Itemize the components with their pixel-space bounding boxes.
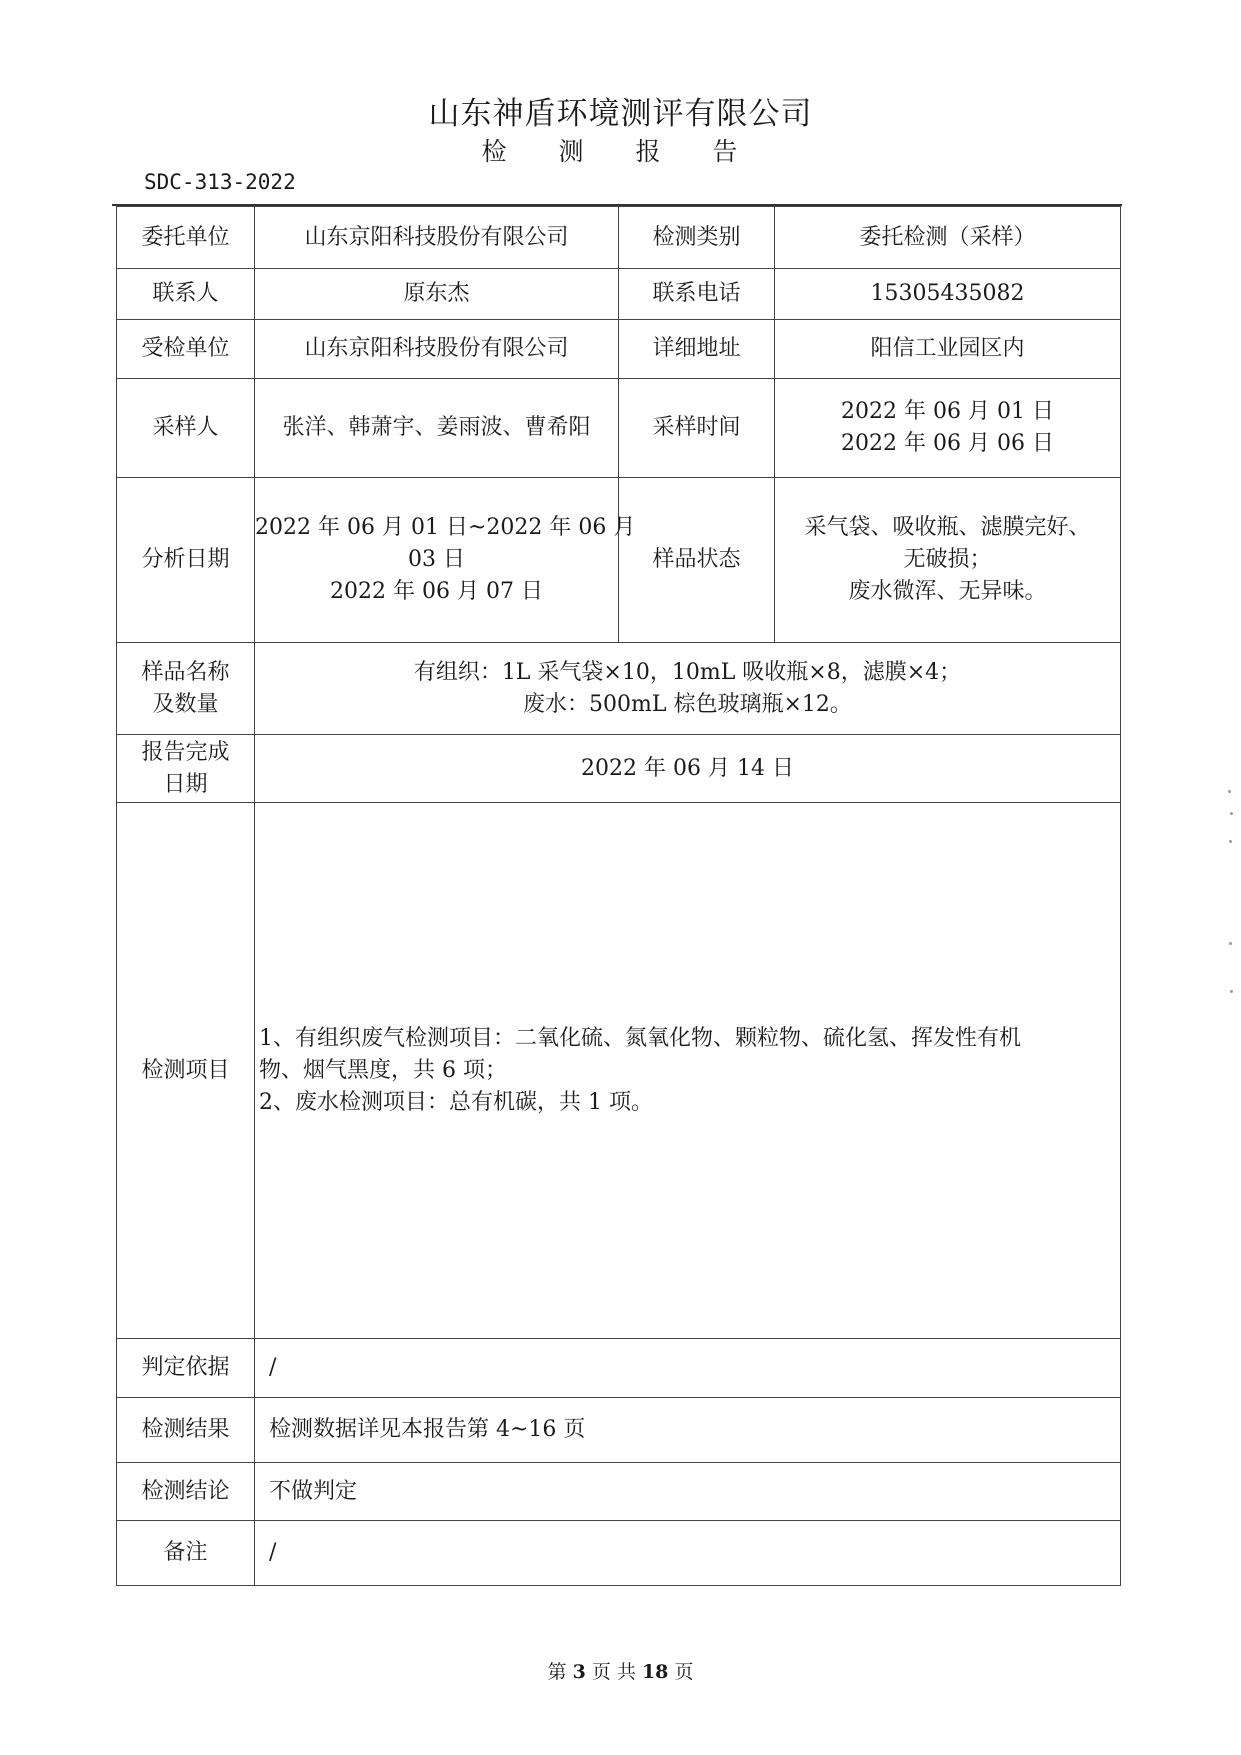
contact-value: 原东杰 (255, 269, 619, 320)
inspected-unit-value: 山东京阳科技股份有限公司 (255, 320, 619, 379)
page-footer (0, 1657, 1241, 1684)
sample-state-line: 废水微浑、无异味。 (848, 579, 1047, 604)
phone-label: 联系电话 (619, 269, 775, 320)
sample-state-line: 无破损； (903, 547, 992, 572)
table-row (117, 207, 1121, 269)
sample-name-line: 有组织：1L 采气袋×10，10mL 吸收瓶×8，滤膜×4； (413, 659, 962, 685)
report-date-label-line: 日期 (163, 771, 208, 797)
table-row (117, 643, 1121, 735)
sample-name-label-line: 及数量 (152, 691, 219, 717)
test-items-value (255, 803, 1121, 1339)
analysis-date-label: 分析日期 (117, 478, 255, 643)
test-items-line: 物、烟气黑度，共 6 项； (259, 1057, 507, 1083)
address-label: 详细地址 (619, 320, 775, 379)
address-value: 阳信工业园区内 (775, 320, 1121, 379)
sample-name-line: 废水：500mL 棕色玻璃瓶×12。 (523, 691, 852, 717)
sample-state-label: 样品状态 (619, 478, 775, 643)
test-items-line: 2、废水检测项目：总有机碳，共 1 项。 (259, 1089, 653, 1115)
test-type-value: 委托检测（采样） (775, 207, 1121, 269)
phone-value: 15305435082 (775, 269, 1121, 320)
basis-value: / (255, 1339, 1121, 1398)
sampling-time-value (775, 379, 1121, 478)
document-title: 检 测 报 告 (481, 137, 760, 166)
footer-prefix: 第 (547, 1661, 567, 1683)
table-row (117, 320, 1121, 379)
footer-middle: 页 共 (591, 1661, 636, 1683)
scan-speck (1229, 942, 1232, 945)
sample-name-value (255, 643, 1121, 735)
table-row (117, 1463, 1121, 1521)
test-items-label: 检测项目 (117, 803, 255, 1339)
company-name: 山东神盾环境测评有限公司 (428, 96, 813, 132)
footer-suffix: 页 (674, 1661, 694, 1683)
basis-label: 判定依据 (117, 1339, 255, 1398)
table-row (117, 735, 1121, 803)
table-row (117, 1339, 1121, 1398)
table-row (117, 1398, 1121, 1463)
table-row (117, 803, 1121, 1339)
sampling-time-line: 2022 年 06 月 01 日 (841, 399, 1054, 424)
total-pages: 18 (641, 1661, 669, 1683)
client-label: 委托单位 (117, 207, 255, 269)
result-value: 检测数据详见本报告第 4~16 页 (255, 1398, 1121, 1463)
sample-state-line: 采气袋、吸收瓶、滤膜完好、 (804, 515, 1091, 540)
inspected-unit-label: 受检单位 (117, 320, 255, 379)
sampling-time-line: 2022 年 06 月 06 日 (841, 431, 1054, 456)
analysis-date-line: 03 日 (408, 547, 465, 572)
report-date-label (117, 735, 255, 803)
sample-name-label-line: 样品名称 (141, 659, 230, 685)
report-date-value: 2022 年 06 月 14 日 (255, 735, 1121, 803)
conclusion-value: 不做判定 (255, 1463, 1121, 1521)
table-row (117, 269, 1121, 320)
test-type-label: 检测类别 (619, 207, 775, 269)
report-number: SDC-313-2022 (144, 170, 296, 194)
sampler-value: 张洋、韩萧宇、姜雨波、曹希阳 (255, 379, 619, 478)
client-value: 山东京阳科技股份有限公司 (255, 207, 619, 269)
scan-speck (1230, 812, 1233, 815)
table-row (117, 1521, 1121, 1586)
analysis-date-line: 2022 年 06 月 01 日~2022 年 06 月 (255, 515, 636, 540)
contact-label: 联系人 (117, 269, 255, 320)
scan-speck (1229, 840, 1232, 843)
table-row (117, 379, 1121, 478)
analysis-date-line: 2022 年 06 月 07 日 (330, 579, 543, 604)
table-row (117, 478, 1121, 643)
sample-name-label (117, 643, 255, 735)
result-label: 检测结果 (117, 1398, 255, 1463)
analysis-date-value (255, 478, 636, 643)
conclusion-label: 检测结论 (117, 1463, 255, 1521)
report-date-label-line: 报告完成 (141, 739, 230, 765)
sample-state-value (775, 478, 1121, 643)
remark-label: 备注 (117, 1521, 255, 1586)
test-items-line: 1、有组织废气检测项目：二氧化硫、氮氧化物、颗粒物、硫化氢、挥发性有机 (259, 1025, 1021, 1051)
report-table (116, 206, 1121, 1586)
scan-speck (1228, 790, 1231, 793)
page-number: 3 (572, 1661, 586, 1683)
remark-value: / (255, 1521, 1121, 1586)
sampler-label: 采样人 (117, 379, 255, 478)
scan-speck (1230, 990, 1233, 993)
sampling-time-label: 采样时间 (619, 379, 775, 478)
